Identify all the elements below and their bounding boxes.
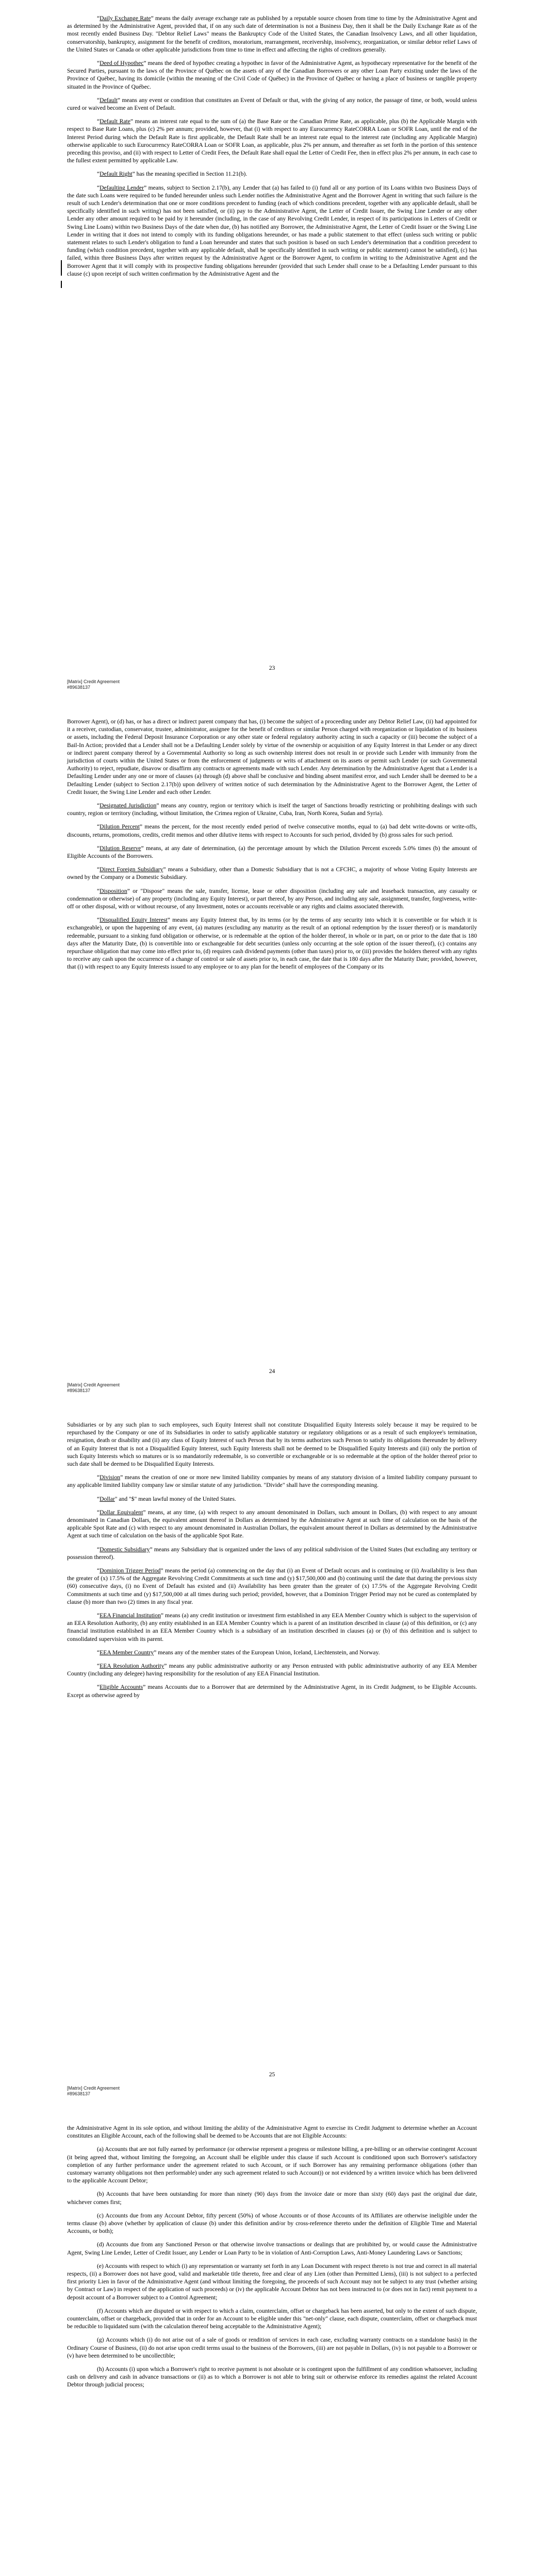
footer-doc-title: [Matrix] Credit Agreement — [67, 2086, 120, 2091]
defined-term: EEA Resolution Authority — [100, 1663, 164, 1670]
defined-term: Domestic Subsidiary — [100, 1546, 150, 1553]
footer-doc-title: [Matrix] Credit Agreement — [67, 679, 120, 684]
definition-paragraph: “Default Rate” means an interest rate equal to the sum of (a) the Base Rate or the Canadian Prime Rate, as applicable, plus (b) the Applicable Margin with respect to Base Rate Loans, plus (c) 2% per annum; provided, however, that (i) with respect to any Eurocurrency RateCORRA Loan or SOFR Loan, until the end of the Interest Period during which the Default Rate is first applicable, the Default Rate shall be an interest rate equal to the interest rate (including any Applicable Margin) otherwise applicable to such Eurocurrency RateCORRA Loan or SOFR Loan, as applicable, plus 2% per annum, and thereafter as set forth in the portion of this sentence preceding this proviso, and (ii) with respect to Letter of Credit Fees, the Default Rate shall equal the Letter of Credit Fee, then in effect plus 2% per annum, in each case to the fullest extent permitted by applicable Law. — [67, 118, 477, 164]
page-number: 25 — [269, 2071, 275, 2078]
definition-text: means any Subsidiary that is organized under the laws of any political subdivision of the United States (but excluding any territory or possession thereof). — [67, 1546, 477, 1561]
defined-term: Division — [100, 1474, 121, 1481]
defined-term: EEA Member Country — [100, 1649, 154, 1656]
definition-paragraph: “Default Right” has the meaning specified in Section 11.21(b). — [97, 171, 248, 178]
list-item-paragraph — [67, 2307, 477, 2331]
definition-paragraph: “Direct Foreign Subsidiary” means a Subsidiary, other than a Domestic Subsidiary that is not a CFCHC, a majority of whose Voting Equity Interests are owned by the Company or a Domestic Subsidiary. — [67, 866, 477, 881]
definition-paragraph: “Dominion Trigger Period” means the period (a) commencing on the day that (i) an Event of Default occurs and is continuing or (ii) Availability is less than the greater of (x) 17.5% of the Aggregate Revolving Credit Commitments at such time and (y) $17,500,000 and (b) continuing until the date that during the previous sixty (60) consecutive days, (i) no Event of Default has existed and (ii) Availability has been greater than the greater of (x) 17.5% of the Aggregate Revolving Credit Commitments at such time and (y) $17,500,000 at all times during such period; provided, however, that a Dominion Trigger Period may not be cured as contemplated by clause (b) more than two (2) times in any fiscal year. — [67, 1567, 477, 1605]
defined-term: Daily Exchange Rate — [100, 15, 151, 22]
definition-text: means the creation of one or more new limited liability companies by means of any statutory division of a limited liability company pursuant to any applicable limited liability company law or similar statute of any jurisdiction. "Divide" shall have the corresponding meaning. — [67, 1474, 477, 1489]
defined-term: Direct Foreign Subsidiary — [100, 866, 163, 873]
defined-term: Deed of Hypothec — [100, 60, 144, 67]
definition-text: the Administrative Agent in its sole option, and without limiting the ability of the Administrative Agent to exercise its Credit Judgment to determine whether an Account constitutes an Eligible Account, each of the following shall be deemed to be Accounts that are not Eligible Accounts: — [67, 2125, 477, 2140]
definition-paragraph — [67, 718, 477, 796]
definition-paragraph: “Division” means the creation of one or more new limited liability companies by means of any statutory division of a limited liability company pursuant to any applicable limited liability company law or similar statute of any jurisdiction. "Divide" shall have the corresponding meaning. — [67, 1474, 477, 1489]
definition-paragraph: “Default” means any event or condition that constitutes an Event of Default or that, with the giving of any notice, the passage of time, or both, would unless cured or waived become an Event of Default. — [67, 96, 477, 112]
page-footer — [67, 679, 120, 690]
list-item-paragraph — [67, 2145, 477, 2184]
defined-term: Dilution Reserve — [100, 844, 141, 852]
defined-term: EEA Financial Institution — [100, 1612, 161, 1619]
list-item-paragraph — [67, 2262, 477, 2301]
definition-text: means, subject to Section 2.17(b), any Lender that (a) has failed to (i) fund all or any portion of its Loans within two Business Days of the date such Loans were required to be funded hereunder unless such Lender notifies the Administrative Agent and the Borrower Agent in writing that such failure is the result of such Lender's determination that one or more conditions precedent to funding (each of which conditions precedent, together with any applicable default, shall be specifically identified in such writing) has not been satisfied, or (ii) pay to the Administrative Agent, the Letter of Credit Issuer, the Swing Line Lender or any other Lender any other amount required to be paid by it hereunder (including, in the case of any Revolving Credit Lender, in respect of its participations in Letters of Credit or Swing Line Loans) within two Business Days of the date when due, (b) has notified any Borrower, the Administrative Agent, the Letter of Credit Issuer or the Swing Line Lender in writing that it does not intend to comply with its funding obligations hereunder, or has made a public statement to that effect (unless such writing or public statement relates to such Lender's obligation to fund a Loan hereunder and states that such position is based on such Lender's determination that a condition precedent to funding (which condition precedent, together with any applicable default, shall be specifically identified in such writing or public statement) cannot be satisfied), (c) has failed, within three Business Days after written request by the Administrative Agent or the Borrower Agent, to confirm in writing to the Administrative Agent and the Borrower Agent that it will comply with its prospective funding obligations hereunder (provided that such Lender shall cease to be a Defaulting Lender pursuant to this clause (c) upon receipt of such written confirmation by the Administrative Agent and the — [67, 184, 477, 277]
definition-paragraph: “EEA Resolution Authority” means any public administrative authority or any Person entrusted with public administrative authority of any EEA Member Country (including any delegee) having responsibility for the resolution of any EEA Financial Institution. — [67, 1663, 477, 1677]
definition-paragraph: “EEA Financial Institution” means (a) any credit institution or investment firm established in any EEA Member Country which is subject to the supervision of an EEA Resolution Authority, (b) any entity established in an EEA Member Country which is a parent of an institution described in clause (a) of this definition, or (c) any financial institution established in an EEA Member Country which is a subsidiary of an institution described in clauses (a) or (b) of this definition and is subject to consolidated supervision with its parent. — [67, 1612, 477, 1642]
footer-doc-id: #89638137 — [67, 1388, 91, 1393]
defined-term: Designated Jurisdiction — [100, 802, 157, 809]
document-page — [0, 0, 544, 698]
definition-paragraph: “Designated Jurisdiction” means any country, region or territory which is itself the target of Sanctions broadly restricting or prohibiting dealings with such country, region or territory (including, without limitation, the Crimea region of Ukraine, Cuba, Iran, North Korea, Sudan and Syria). — [67, 802, 477, 817]
defined-term: Default Rate — [100, 118, 130, 125]
page-number: 23 — [269, 665, 275, 671]
definition-paragraph: “Dilution Percent” means the percent, for the most recently ended period of twelve consecutive months, equal to (a) bad debt write-downs or write-offs, discounts, returns, promotions, credits, credit memos and other dilutive items with respect to Accounts for such period, divided by (b) gross sales for such period. — [67, 823, 477, 838]
definition-paragraph: “Domestic Subsidiary” means any Subsidiary that is organized under the laws of any political subdivision of the United States (but excluding any territory or possession thereof). — [67, 1546, 477, 1561]
page-footer — [67, 2086, 120, 2097]
definition-text: (c) Accounts due from any Account Debtor, fifty percent (50%) of whose Accounts or of those Accounts of its Affiliates are otherwise ineligible under the terms clause (b) above (whether by application of clause (b) under this definition and/or by cross-reference thereto under the definition of Eligible Time and Material Accounts, or both); — [67, 2212, 477, 2235]
definition-text: (f) Accounts which are disputed or with respect to which a claim, counterclaim, offset or chargeback has been asserted, but only to the extent of such dispute, counterclaim, offset or chargeback, provided that in order for an Account to be eligible under this "net-only" clause, each dispute, counterclaim, offset or chargeback must be reducible to liquidated sum (with the calculation thereof being acceptable to the Administrative Agent); — [67, 2307, 477, 2330]
defined-term: Disqualified Equity Interest — [100, 917, 168, 924]
definition-text: (a) Accounts that are not fully earned by performance (or otherwise represent a progress or milestone billing, a pre-billing or an otherwise contingent Account (it being agreed that, without limiting the foregoing, an Account shall be eligible under this clause if such Account is conditioned upon such Borrower's satisfactory completion of any further performance under the agreement related to such Account, or if such Borrower has any remaining performance obligations (other than customary warranty obligations not then performable) under any such agreement related to such Account)) or not evidenced by a written invoice which has been delivered to the applicable Account Debtor; — [67, 2146, 477, 2184]
definition-paragraph: “Disposition” or "Dispose" means the sale, transfer, license, lease or other disposition (including any sale and leaseback transaction, any casualty or condemnation or otherwise) of any property (including any Equity Interest), or part thereof, by any Person, and including any sale, assignment, transfer, forgiveness, write-off or other disposal, with or without recourse, of any Investment, notes or accounts receivable or any rights and claims associated therewith. — [67, 887, 477, 910]
footer-doc-title: [Matrix] Credit Agreement — [67, 1382, 120, 1387]
defined-term: Eligible Accounts — [100, 1684, 143, 1691]
definition-text: means any public administrative authority or any Person entrusted with public administrative authority of any EEA Member Country (including any delegee) having responsibility for the resolution of any EEA Financial Institution. — [67, 1663, 477, 1677]
definition-text: means any event or condition that constitutes an Event of Default or that, with the giving of any notice, the passage of time, or both, would unless cured or waived become an Event of Default. — [67, 96, 477, 112]
definition-text: (b) Accounts that have been outstanding for more than ninety (90) days from the invoice date or more than sixty (60) days past the original due date, whichever comes first; — [67, 2191, 477, 2206]
defined-term: Dollar Equivalent — [100, 1509, 143, 1516]
definition-text: means the daily average exchange rate as published by a reputable source chosen from time to time by the Administrative Agent and as determined by the Administrative Agent, provided that, if on any such date of determination is not a Business Day, then it shall be the Daily Exchange Rate as of the most recently ended Business Day. "Debtor Relief Laws" means the Bankruptcy Code of the United States, the Canadian Insolvency Laws, and all other liquidation, conservatorship, bankruptcy, assignment for the benefit of creditors, moratorium, rearrangement, receivership, insolvency, reorganization, or similar debtor relief Laws of the United States or Canada or other applicable jurisdictions from time to time in effect and affecting the rights of creditors generally. — [67, 15, 477, 53]
definition-paragraph: “EEA Member Country” means any of the member states of the European Union, Iceland, Liechtenstein, and Norway. — [97, 1649, 380, 1656]
defined-term: Dollar — [100, 1495, 115, 1502]
definition-text: Subsidiaries or by any such plan to such employees, such Equity Interest shall not constitute Disqualified Equity Interests solely because it may be required to be repurchased by the Company or one of its Subsidiaries in order to satisfy applicable statutory or regulatory obligations or as a result of such employee's termination, resignation, death or disability and (ii) any class of Equity Interest of such Person that by its terms authorizes such Person to satisfy its obligations thereunder by delivery of an Equity Interest that is not a Disqualified Equity Interest, such Equity Interests shall not be deemed to be Disqualified Equity Interests and (iii) only the portion of such Equity Interests which so matures or is so mandatorily redeemable, is so convertible or exchangeable or is so redeemable at the option of the holder thereof prior to such date shall be deemed to be Disqualified Equity Interests. — [67, 1421, 477, 1468]
defined-term: Default Right — [100, 171, 133, 178]
definition-text: means the deed of hypothec creating a hypothec in favor of the Administrative Agent, as hypothecary representative for the benefit of the Secured Parties, pursuant to the laws of the Province of Québec on the assets of any of the Canadian Borrowers or any other Loan Party existing under the laws of the Province of Québec, having its domicile (within the meaning of the Civil Code of Québec) in the Province of Québec or having a place of business or tangible property situated in the Province of Québec. — [67, 60, 477, 90]
definition-text: means the percent, for the most recently ended period of twelve consecutive months, equal to (a) bad debt write-downs or write-offs, discounts, returns, promotions, credits, credit memos and other dilutive items with respect to Accounts for such period, divided by (b) gross sales for such period. — [67, 823, 477, 838]
definition-text: means Accounts due to a Borrower that are determined by the Administrative Agent, in its Credit Judgment, to be Eligible Accounts. Except as otherwise agreed by — [67, 1684, 477, 1699]
definition-paragraph — [67, 1421, 477, 1468]
defined-term: Dominion Trigger Period — [100, 1567, 161, 1574]
defined-term: Defaulting Lender — [100, 184, 144, 191]
footer-doc-id: #89638137 — [67, 2091, 91, 2096]
definition-text: has the meaning specified in Section 11.21(b). — [135, 171, 248, 178]
list-item-paragraph — [67, 2241, 477, 2256]
definition-text: means any Equity Interest that, by its terms (or by the terms of any security into which it is convertible or for which it is exchangeable), or upon the happening of any event, (a) matures (excluding any maturity as the result of an optional redemption by the issuer thereof) or is mandatorily redeemable, pursuant to a sinking fund obligation or otherwise, or is redeemable at the option of the holder thereof, in whole or in part, on or prior to the date that is 180 days after the Maturity Date, (b) is convertible into or exchangeable for debt securities (unless only occurring at the sole option of the issuer thereof), (c) contains any repurchase obligation that may come into effect prior to, (d) requires cash dividend payments (other than taxes) prior to, or (iii) provides the holders thereof with any rights to receive any cash upon the occurrence of a change of control or sale of assets prior to, in each case, the date that is 180 days after the Maturity Date; provided, however, that (i) with respect to any Equity Interests issued to any employee or to any plan for the benefit of employees of the Company or its — [67, 917, 477, 971]
definition-paragraph: “Dilution Reserve” means, at any date of determination, (a) the percentage amount by which the Dilution Percent exceeds 5.0% times (b) the amount of Eligible Accounts of the Borrowers. — [67, 844, 477, 860]
definition-paragraph: “Deed of Hypothec” means the deed of hypothec creating a hypothec in favor of the Administrative Agent, as hypothecary representative for the benefit of the Secured Parties, pursuant to the laws of the Province of Québec on the assets of any of the Canadian Borrowers or any other Loan Party existing under the laws of the Province of Québec, having its domicile (within the meaning of the Civil Code of Québec) in the Province of Québec or having a place of business or tangible property situated in the Province of Québec. — [67, 60, 477, 90]
definition-text: means (a) any credit institution or investment firm established in any EEA Member Country which is subject to the supervision of an EEA Resolution Authority, (b) any entity established in an EEA Member Country which is a parent of an institution described in clause (a) of this definition, or (c) any financial institution established in an EEA Member Country which is a subsidiary of an institution described in clauses (a) or (b) of this definition and is subject to consolidated supervision with its parent. — [67, 1612, 477, 1642]
definition-paragraph: “Dollar Equivalent” means, at any time, (a) with respect to any amount denominated in Dollars, such amount in Dollars, (b) with respect to any amount denominated in Canadian Dollars, the equivalent amount thereof in Dollars as determined by the Administrative Agent at such time of calculation on the basis of the applicable Spot Rate and (c) with respect to any amount denominated in Australian Dollars, the equivalent amount thereof in Dollars as determined by the Administrative Agent at such time of calculation on the basis of the applicable Spot Rate. — [67, 1509, 477, 1539]
definition-text: " and "$" mean lawful money of the United States. — [114, 1495, 236, 1502]
page-footer — [67, 1382, 120, 1394]
definition-text: (e) Accounts with respect to which (i) any representation or warranty set forth in any Loan Document with respect thereto is not true and correct in all material respects, (ii) a Borrower does not have good, valid and marketable title thereto, free and clear of any Lien (other than Permitted Liens), (iii) is not subject to a perfected first priority Lien in favor of the Administrative Agent (and without limiting the foregoing, the proceeds of such Account may not be subject to any trust (whether arising by Contract or Law) in respect of the application of such proceeds) or (iv) the applicable Account Debtor has not been instructed to (or does not in fact) remit payment to a deposit account of a Borrower subject to a Control Agreement; — [67, 2262, 477, 2301]
document-page — [0, 1406, 544, 2105]
definition-paragraph: “Disqualified Equity Interest” means any Equity Interest that, by its terms (or by the terms of any security into which it is convertible or for which it is exchangeable), or upon the happening of any event, (a) matures (excluding any maturity as the result of an optional redemption by the issuer thereof) or is mandatorily redeemable, pursuant to a sinking fund obligation or otherwise, or is redeemable at the option of the holder thereof, in whole or in part, on or prior to the date that is 180 days after the Maturity Date, (b) is convertible into or exchangeable for debt securities (unless only occurring at the sole option of the issuer thereof), (c) contains any repurchase obligation that may come into effect prior to, (d) requires cash dividend payments (other than taxes) prior to, or (iii) provides the holders thereof with any rights to receive any cash upon the occurrence of a change of control or sale of assets prior to, in each case, the date that is 180 days after the Maturity Date; provided, however, that (i) with respect to any Equity Interests issued to any employee or to any plan for the benefit of employees of the Company or its — [67, 917, 477, 971]
definition-text: Borrower Agent), or (d) has, or has a direct or indirect parent company that has, (i) become the subject of a proceeding under any Debtor Relief Law, (ii) had appointed for it a receiver, custodian, conservator, trustee, administrator, assignee for the benefit of creditors or similar Person charged with reorganization or liquidation of its business or assets, including the Federal Deposit Insurance Corporation or any other state or federal regulatory authority acting in such a capacity or (iii) become the subject of a Bail-In Action; provided that a Lender shall not be a Defaulting Lender solely by virtue of the ownership or acquisition of any Equity Interest in that Lender or any direct or indirect parent company thereof by a Governmental Authority so long as such ownership interest does not result in or provide such Lender with immunity from the jurisdiction of courts within the United States or from the enforcement of judgments or writs of attachment on its assets or permit such Lender (or such Governmental Authority) to reject, repudiate, disavow or disaffirm any contracts or agreements made with such Lender. Any determination by the Administrative Agent that a Lender is a Defaulting Lender under any one or more of clauses (a) through (d) above shall be conclusive and binding absent manifest error, and such Lender shall be deemed to be a Defaulting Lender (subject to Section 2.17(b)) upon delivery of written notice of such determination by the Administrative Agent to the Borrower Agent, the Letter of Credit Issuer, the Swing Line Lender and each other Lender. — [67, 718, 477, 795]
definition-text: means the period (a) commencing on the day that (i) an Event of Default occurs and is continuing or (ii) Availability is less than the greater of (x) 17.5% of the Aggregate Revolving Credit Commitments at such time and (y) $17,500,000 and (b) continuing until the date that during the previous sixty (60) consecutive days, (i) no Event of Default has existed and (ii) Availability has been greater than the greater of (x) 17.5% of the Aggregate Revolving Credit Commitments at such time and (y) $17,500,000 at all times during such period; provided, however, that a Dominion Trigger Period may not be cured as contemplated by clause (b) more than two (2) times in any fiscal year. — [67, 1567, 477, 1605]
definition-text: means, at any date of determination, (a) the percentage amount by which the Dilution Percent exceeds 5.0% times (b) the amount of Eligible Accounts of the Borrowers. — [67, 844, 477, 860]
list-item-paragraph — [67, 2212, 477, 2235]
definition-text: (d) Accounts due from any Sanctioned Person or that otherwise involve transactions or dealings that are prohibited by, or would cause the Administrative Agent, Swing Line Lender, Letter of Credit Issuer, any Lender or Loan Party to be in violation of Anti-Corruption Laws, Anti-Money Laundering Laws or Sanctions; — [67, 2241, 477, 2256]
definition-paragraph — [67, 2124, 477, 2140]
definition-text: means an interest rate equal to the sum of (a) the Base Rate or the Canadian Prime Rate, as applicable, plus (b) the Applicable Margin with respect to Base Rate Loans, plus (c) 2% per annum; provided, however, that (i) with respect to any Eurocurrency RateCORRA Loan or SOFR Loan, until the end of the Interest Period during which the Default Rate is first applicable, the Default Rate shall be an interest rate equal to the interest rate (including any Applicable Margin) otherwise applicable to such Eurocurrency RateCORRA Loan or SOFR Loan, as applicable, plus 2% per annum, and thereafter as set forth in the portion of this sentence preceding this proviso, and (ii) with respect to Letter of Credit Fees, the Default Rate shall equal the Letter of Credit Fee, then in effect plus 2% per annum, in each case to the fullest extent permitted by applicable Law. — [67, 118, 477, 164]
defined-term: Default — [100, 96, 118, 104]
definition-paragraph: “Daily Exchange Rate” means the daily average exchange rate as published by a reputable source chosen from time to time by the Administrative Agent and as determined by the Administrative Agent, provided that, if on any such date of determination is not a Business Day, then it shall be the Daily Exchange Rate as of the most recently ended Business Day. "Debtor Relief Laws" means the Bankruptcy Code of the United States, the Canadian Insolvency Laws, and all other liquidation, conservatorship, bankruptcy, assignment for the benefit of creditors, moratorium, rearrangement, receivership, insolvency, reorganization, or similar debtor relief Laws of the United States or Canada or other applicable jurisdictions from time to time in effect and affecting the rights of creditors generally. — [67, 15, 477, 53]
definition-text: means a Subsidiary, other than a Domestic Subsidiary that is not a CFCHC, a majority of whose Voting Equity Interests are owned by the Company or a Domestic Subsidiary. — [67, 866, 477, 881]
revision-change-bar — [61, 260, 62, 276]
document-page — [0, 2110, 544, 2576]
list-item-paragraph — [67, 2190, 477, 2206]
definition-text: or "Dispose" means the sale, transfer, license, lease or other disposition (including any sale and leaseback transaction, any casualty or condemnation or otherwise) of any property (including any Equity Interest), or part thereof, by any Person, and including any sale, assignment, transfer, forgiveness, write-off or other disposal, with or without recourse, of any Investment, notes or accounts receivable or any rights and claims associated therewith. — [67, 887, 477, 910]
definition-text: means any country, region or territory which is itself the target of Sanctions broadly restricting or prohibiting dealings with such country, region or territory (including, without limitation, the Crimea region of Ukraine, Cuba, Iran, North Korea, Sudan and Syria). — [67, 802, 477, 817]
definition-text: (g) Accounts which (i) do not arise out of a sale of goods or rendition of services in each case, excluding warranty contracts on a standalone basis) in the Ordinary Course of Business, (ii) do not arise upon credit terms usual to the business of the Borrowers, (iii) are not payable in Dollars, (iv) is not payable to a Borrower or (v) have been determined to be uncollectible; — [67, 2336, 477, 2359]
list-item-paragraph — [67, 2336, 477, 2360]
page-number: 24 — [269, 1368, 275, 1375]
definition-paragraph: “Eligible Accounts” means Accounts due to a Borrower that are determined by the Administrative Agent, in its Credit Judgment, to be Eligible Accounts. Except as otherwise agreed by — [67, 1684, 477, 1699]
defined-term: Disposition — [100, 887, 127, 894]
footer-doc-id: #89638137 — [67, 685, 91, 690]
definition-text: means any of the member states of the European Union, Iceland, Liechtenstein, and Norway. — [156, 1649, 380, 1656]
revision-change-bar — [61, 281, 62, 288]
list-item-paragraph — [67, 2365, 477, 2389]
definition-paragraph: “Defaulting Lender” means, subject to Section 2.17(b), any Lender that (a) has failed to (i) fund all or any portion of its Loans within two Business Days of the date such Loans were required to be funded hereunder unless such Lender notifies the Administrative Agent and the Borrower Agent in writing that such failure is the result of such Lender's determination that one or more conditions precedent to funding (each of which conditions precedent, together with any applicable default, shall be specifically identified in such writing) has not been satisfied, or (ii) pay to the Administrative Agent, the Letter of Credit Issuer, the Swing Line Lender or any other Lender any other amount required to be paid by it hereunder (including, in the case of any Revolving Credit Lender, in respect of its participations in Letters of Credit or Swing Line Loans) within two Business Days of the date when due, (b) has notified any Borrower, the Administrative Agent, the Letter of Credit Issuer or the Swing Line Lender in writing that it does not intend to comply with its funding obligations hereunder, or has made a public statement to that effect (unless such writing or public statement relates to such Lender's obligation to fund a Loan hereunder and states that such position is based on such Lender's determination that a condition precedent to funding (which condition precedent, together with any applicable default, shall be specifically identified in such writing or public statement) cannot be satisfied), (c) has failed, within three Business Days after written request by the Administrative Agent or the Borrower Agent, to confirm in writing to the Administrative Agent and the Borrower Agent that it will comply with its prospective funding obligations hereunder (provided that such Lender shall cease to be a Defaulting Lender pursuant to this clause (c) upon receipt of such written confirmation by the Administrative Agent and the — [67, 184, 477, 277]
document-page — [0, 703, 544, 1401]
defined-term: Dilution Percent — [100, 823, 140, 831]
definition-text: means, at any time, (a) with respect to any amount denominated in Dollars, such amount in Dollars, (b) with respect to any amount denominated in Canadian Dollars, the equivalent amount thereof in Dollars as determined by the Administrative Agent at such time of calculation on the basis of the applicable Spot Rate and (c) with respect to any amount denominated in Australian Dollars, the equivalent amount thereof in Dollars as determined by the Administrative Agent at such time of calculation on the basis of the applicable Spot Rate. — [67, 1509, 477, 1539]
definition-text: (h) Accounts (i) upon which a Borrower's right to receive payment is not absolute or is contingent upon the fulfillment of any condition whatsoever, including cash on delivery and cash in advance transactions or (ii) as to which a Borrower is not able to bring suit or otherwise enforce its remedies against the related Account Debtor through judicial process; — [67, 2366, 477, 2388]
definition-paragraph: “Dollar" and "$" mean lawful money of the United States. — [97, 1495, 236, 1502]
